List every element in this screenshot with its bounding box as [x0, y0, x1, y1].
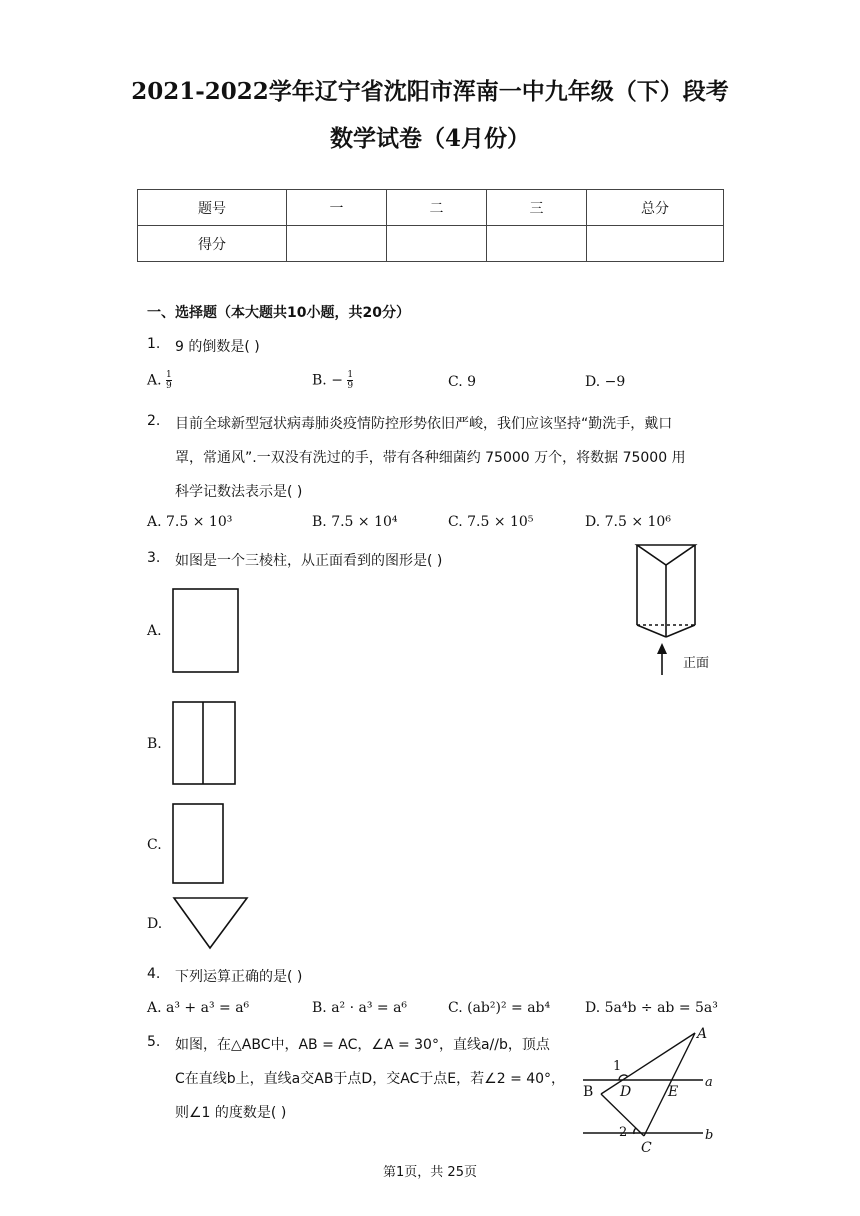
fraction-numerator: 1	[347, 370, 354, 380]
label-angle-2: 2	[619, 1125, 628, 1140]
table-header-cell: 总分	[587, 190, 724, 226]
q5-line-1: 如图，在△ABC中，AB = AC，∠A = 30°，直线a//b，顶点	[175, 1037, 550, 1053]
q3-option-c-label: C.	[147, 837, 162, 853]
q1-option-b	[312, 370, 353, 391]
table-row	[138, 190, 724, 226]
fraction	[347, 370, 353, 391]
title-line-1: 2021-2022学年辽宁省沈阳市浑南一中九年级（下）段考	[131, 78, 729, 105]
table-cell	[487, 226, 587, 262]
q3-option-b-figure	[172, 701, 238, 787]
table-header-cell: 一	[287, 190, 387, 226]
q3-number: 3.	[147, 550, 161, 566]
table-header-cell: 二	[387, 190, 487, 226]
q4-text: 下列运算正确的是( )	[175, 969, 303, 985]
page-footer: 第1页，共 25页	[383, 1165, 477, 1180]
q3-option-a-figure	[172, 588, 240, 674]
front-view-label: 正面	[683, 656, 710, 671]
q1-option-b-label: B. −	[312, 372, 343, 389]
q2-option-c: C. 7.5 × 10⁵	[448, 514, 534, 530]
table-cell	[387, 226, 487, 262]
q5-number: 5.	[147, 1034, 161, 1050]
table-cell	[287, 226, 387, 262]
q3-option-d-label: D.	[147, 916, 163, 932]
q2-option-b: B. 7.5 × 10⁴	[312, 514, 398, 530]
table-header-cell: 三	[487, 190, 587, 226]
fraction-denominator: 9	[347, 381, 354, 391]
q1-text: 9 的倒数是( )	[175, 339, 260, 355]
q1-option-d: D. −9	[585, 374, 626, 390]
q1-option-a	[147, 370, 172, 391]
label-line-b: b	[705, 1128, 714, 1143]
q4-number: 4.	[147, 966, 161, 982]
label-line-a: a	[705, 1075, 713, 1090]
arrow-up-icon	[657, 643, 667, 654]
q4-option-a: A. a³ + a³ = a⁶	[147, 1000, 250, 1016]
table-row-label: 得分	[138, 226, 287, 262]
q4-option-c: C. (ab²)² = ab⁴	[448, 1000, 551, 1016]
q3-option-d-figure	[172, 896, 250, 952]
q2-line-2: 罩，常通风”.一双没有洗过的手，带有各种细菌约 75000 万个，将数据 75000 用	[175, 450, 686, 466]
q1-option-c: C. 9	[448, 374, 477, 390]
q3-option-b-label: B.	[147, 736, 162, 752]
q5-line-2: C在直线b上，直线a交AB于点D，交AC于点E，若∠2 = 40°，	[175, 1071, 566, 1087]
title-line-2: 数学试卷（4月份）	[329, 125, 530, 152]
q4-option-d: D. 5a⁴b ÷ ab = 5a³	[585, 1000, 718, 1016]
label-e-point: E	[668, 1084, 679, 1100]
q2-line-3: 科学记数法表示是( )	[175, 484, 303, 500]
label-a-point: A	[697, 1026, 708, 1042]
table-row	[138, 226, 724, 262]
fraction-numerator: 1	[166, 370, 172, 380]
q1-option-a-label: A.	[147, 372, 162, 389]
fraction-denominator: 9	[166, 381, 172, 391]
triangle-parallel-lines-figure	[575, 1024, 725, 1156]
q2-option-a: A. 7.5 × 10³	[147, 514, 233, 530]
q3-option-a-label: A.	[147, 623, 162, 639]
q5-line-3: 则∠1 的度数是( )	[175, 1105, 287, 1121]
q3-option-c-figure	[172, 803, 226, 885]
label-angle-1: 1	[613, 1059, 622, 1074]
q2-option-d: D. 7.5 × 10⁶	[585, 514, 671, 530]
triangular-prism-figure	[626, 540, 726, 680]
table-header-cell: 题号	[138, 190, 287, 226]
q3-text: 如图是一个三棱柱，从正面看到的图形是( )	[175, 553, 443, 569]
table-cell	[587, 226, 724, 262]
score-table	[137, 189, 724, 262]
q1-number: 1.	[147, 336, 161, 352]
label-d-point: D	[620, 1084, 632, 1100]
label-c-point: C	[641, 1140, 652, 1156]
prism-top-face	[637, 545, 695, 565]
q2-number: 2.	[147, 413, 161, 429]
section-heading: 一、选择题（本大题共10小题，共20分）	[147, 305, 410, 321]
label-b-point: B	[583, 1084, 594, 1100]
fraction	[166, 370, 172, 391]
q2-line-1: 目前全球新型冠状病毒肺炎疫情防控形势依旧严峻，我们应该坚持“勤洗手，戴口	[175, 416, 673, 432]
q4-option-b: B. a² · a³ = a⁶	[312, 1000, 408, 1016]
